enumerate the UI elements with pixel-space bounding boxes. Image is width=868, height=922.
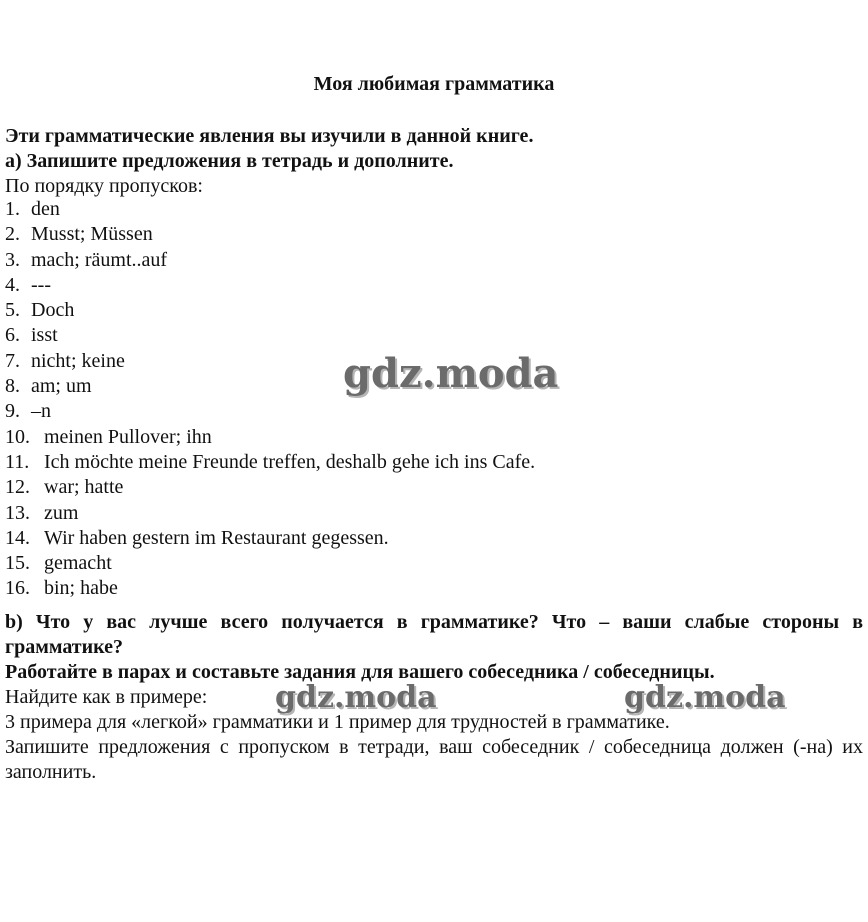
answer-item: [5, 526, 535, 551]
task-b-line-2: 3 примера для «легкой» грамматики и 1 пример для трудностей в грамматике.: [5, 711, 670, 733]
page-title: Моя любимая грамматика: [313, 73, 555, 95]
watermark-center: gdz.moda: [343, 350, 559, 397]
answer-text: bin; habe: [44, 577, 118, 600]
answer-number: 6.: [5, 324, 20, 347]
task-b-question: b) Что у вас лучше всего получается в грамматике? Что – ваши слабые стороны в грамматике?: [5, 611, 863, 658]
answer-text: zum: [44, 501, 79, 524]
task-b-line-3: Запишите предложения с пропуском в тетради, ваш собеседник / собеседница должен (-на) их заполнить.: [5, 736, 863, 783]
answer-text: gemacht: [44, 552, 112, 575]
answer-item: [5, 399, 535, 424]
answer-text: am; um: [31, 375, 92, 398]
answer-number: 11.: [5, 450, 30, 473]
answer-text: ---: [31, 273, 51, 296]
watermark-right: gdz.moda: [624, 680, 786, 715]
answer-number: 12.: [5, 476, 30, 499]
answer-text: Doch: [31, 299, 75, 322]
answer-item: [5, 425, 535, 450]
answer-item: [5, 197, 535, 222]
intro-heading: Эти грамматические явления вы изучили в данной книге.: [5, 125, 534, 147]
answer-number: 7.: [5, 349, 20, 372]
answer-number: 8.: [5, 375, 20, 398]
intro-section: [5, 124, 863, 199]
answer-text: nicht; keine: [31, 349, 125, 372]
answer-item: [5, 298, 535, 323]
answer-number: 1.: [5, 198, 20, 220]
answer-text: Wir haben gestern im Restaurant gegessen.: [44, 526, 389, 549]
answer-number: 13.: [5, 501, 30, 524]
answer-item: [5, 576, 535, 601]
answer-item: [5, 273, 535, 298]
answer-text: –n: [31, 400, 51, 423]
answer-number: 10.: [5, 425, 30, 448]
answer-text: meinen Pullover; ihn: [44, 425, 212, 448]
task-b-line-1: Найдите как в примере:: [5, 686, 208, 708]
answer-item: [5, 450, 535, 475]
answer-number: 14.: [5, 526, 30, 549]
answers-list: [5, 197, 535, 602]
answer-number: 9.: [5, 400, 20, 423]
answer-number: 3.: [5, 248, 20, 271]
answer-item: [5, 323, 535, 348]
answer-number: 16.: [5, 577, 30, 600]
answer-item: [5, 501, 535, 526]
watermark-left: gdz.moda: [275, 680, 437, 715]
answer-item: [5, 551, 535, 576]
answer-number: 4.: [5, 273, 20, 296]
answer-number: 2.: [5, 223, 20, 246]
answer-text: Ich möchte meine Freunde treffen, deshalb gehe ich ins Cafe.: [44, 450, 536, 473]
answer-text: mach; räumt..auf: [31, 248, 168, 271]
task-b-instruction: Работайте в парах и составьте задания для вашего собеседника / собеседницы.: [5, 661, 715, 683]
task-a-heading: a) Запишите предложения в тетрадь и дополните.: [5, 150, 454, 172]
answer-number: 5.: [5, 299, 20, 322]
answer-text: isst: [31, 324, 58, 347]
answer-item: [5, 248, 535, 273]
answers-caption: По порядку пропусков:: [5, 175, 203, 197]
answer-item: [5, 222, 535, 247]
answer-text: war; hatte: [44, 476, 124, 499]
answer-number: 15.: [5, 552, 30, 575]
answer-item: [5, 475, 535, 500]
answer-text: den: [31, 198, 60, 220]
answer-text: Musst; Müssen: [31, 223, 153, 246]
